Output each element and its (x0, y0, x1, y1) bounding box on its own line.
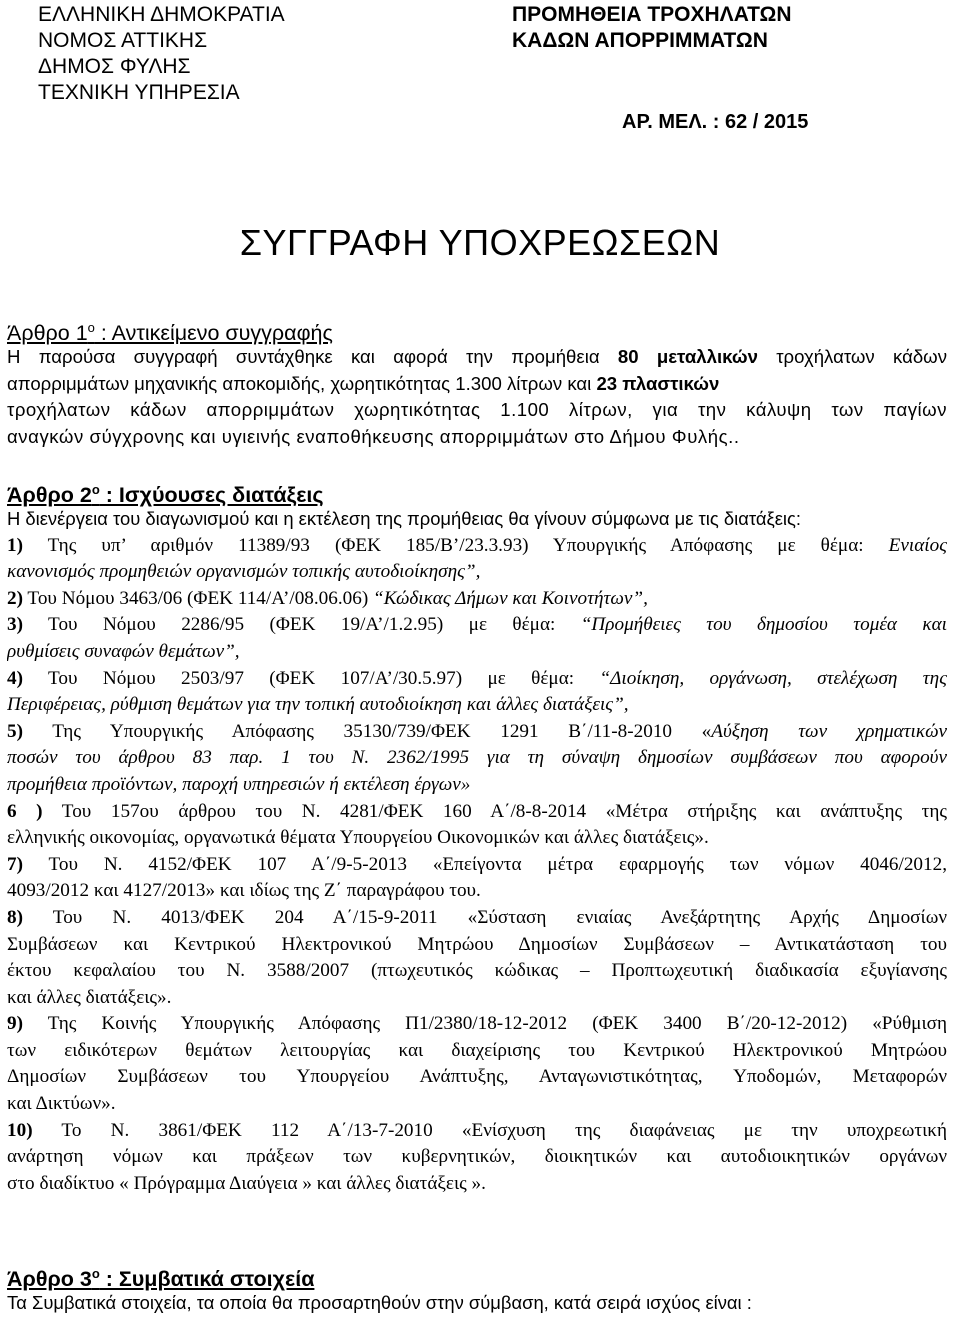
issuer-line: ΝΟΜΟΣ ΑΤΤΙΚΗΣ (38, 29, 208, 52)
list-item: 6 ) Του 157ου άρθρου του Ν. 4281/ΦΕΚ 160 Α΄/8-8-2014 «Μέτρα στήριξης και ανάπτυξης της (7, 800, 947, 822)
text-line: αναγκών σύγχρονης και υγιεινής εναποθήκευσης απορριμμάτων στο Δήμου Φυλής.. (7, 425, 740, 447)
list-item: 2) Του Νόμου 3463/06 (ΦΕΚ 114/Α’/08.06.06) “Κώδικας Δήμων και Κοινοτήτων”, (7, 587, 648, 609)
text-line: και άλλες διατάξεις». (7, 986, 172, 1008)
list-item: 5) Της Υπουργικής Απόφασης 35130/739/ΦΕΚ 1291 Β΄/11-8-2010 «Αύξηση των χρηματικών (7, 720, 947, 742)
issuer-line: ΕΛΛΗΝΙΚΗ ΔΗΜΟΚΡΑΤΙΑ (38, 3, 285, 26)
text-line: Δημοσίων Συμβάσεων του Υπουργείου Ανάπτυξης, Ανταγωνιστικότητας, Υποδομών, Μεταφορών (7, 1066, 947, 1088)
text-line: των ειδικότερων θεμάτων λειτουργίας και διαχείρισης του Κεντρικού Ηλεκτρονικού Μητρώου (7, 1039, 947, 1061)
text-line: ανάρτηση νόμων και πράξεων των κυβερνητικών, διοικητικών και αυτοδιοικητικών οργάνων (7, 1146, 947, 1168)
study-number: ΑΡ. ΜΕΛ. : 62 / 2015 (622, 111, 809, 133)
text-line: και Δικτύων». (7, 1093, 116, 1115)
text-line: ρυθμίσεις συναφών θεμάτων”, (7, 640, 240, 662)
issuer-block (38, 2, 285, 106)
article-3-heading: Άρθρο $3^o$ : Συμβατικά στοιχεία (7, 1266, 315, 1292)
text-line: Περιφέρειας, ρύθμιση θεμάτων για την τοπική αυτοδιοίκηση και άλλες διατάξεις”, (7, 694, 629, 716)
list-item: 3) Του Νόμου 2286/95 (ΦΕΚ 19/Α’/1.2.95) με θέμα: “Προμήθειες του δημοσίου τομέα και (7, 614, 947, 636)
list-item: 10) Το Ν. 3861/ΦΕΚ 112 Α΄/13-7-2010 «Ενίσχυση της διαφάνειας με την υποχρεωτική (7, 1119, 947, 1141)
text-line: έκτου κεφαλαίου του Ν. 3588/2007 (πτωχευτικός κώδικας – Προπτωχευτική διαδικασία εξυγίανσης (7, 960, 947, 982)
text-line: απορριμμάτων μηχανικής αποκομιδής, χωρητικότητας 1.300 λίτρων και 23 πλαστικών (7, 372, 720, 394)
list-item: 7) Του Ν. 4152/ΦΕΚ 107 Α΄/9-5-2013 «Επείγοντα μέτρα εφαρμογής των νόμων 4046/2012, (7, 853, 947, 875)
article-2-heading: Άρθρο $2^o$ : Ισχύουσες διατάξεις (7, 482, 324, 508)
text-line: στο διαδίκτυο « Πρόγραμμα Διαύγεια » και άλλες διατάξεις ». (7, 1172, 486, 1194)
project-line: ΚΑΔΩΝ ΑΠΟΡΡΙΜΜΑΤΩΝ (512, 29, 768, 52)
text-line: 4093/2012 και 4127/2013» και ιδίως της Ζ΄ παραγράφου του. (7, 880, 481, 902)
article-3 (7, 1258, 947, 1317)
text-line: Συμβάσεων και Κεντρικού Ηλεκτρονικού Μητρώου Δημοσίων Συμβάσεων – Αντικατάσταση του (7, 933, 947, 955)
text-line: κανονισμός προμηθειών οργανισμών τοπικής αυτοδιοίκησης”, (7, 561, 481, 583)
article-1 (7, 312, 947, 450)
text-line: Η διενέργεια του διαγωνισμού και η εκτέλεση της προμήθειας θα γίνουν σύμφωνα με τις διατάξεις: (7, 508, 801, 529)
text-line: προμήθεια προϊόντων, παροχή υπηρεσιών ή εκτέλεση έργων» (7, 773, 471, 795)
list-item: 4) Του Νόμου 2503/97 (ΦΕΚ 107/Α’/30.5.97) με θέμα: “Διοίκηση, οργάνωση, στελέχωση της (7, 667, 947, 689)
list-item: 9) Της Κοινής Υπουργικής Απόφασης Π1/2380/18-12-2012 (ΦΕΚ 3400 Β΄/20-12-2012) «Ρύθμιση (7, 1013, 947, 1035)
list-item: 8) Του Ν. 4013/ΦΕΚ 204 Α΄/15-9-2011 «Σύσταση ενιαίας Ανεξάρτητης Αρχής Δημοσίων (7, 906, 947, 928)
project-block (512, 2, 792, 54)
list-item: 1) Της υπ’ αριθμόν 11389/93 (ΦΕΚ 185/Β’/23.3.93) Υπουργικής Απόφασης με θέμα: Ενιαίος (7, 534, 947, 556)
issuer-line: ΤΕΧΝΙΚΗ ΥΠΗΡΕΣΙΑ (38, 81, 240, 104)
text-line: Τα Συμβατικά στοιχεία, τα οποία θα προσαρτηθούν στην σύμβαση, κατά σειρά ισχύος είναι : (7, 1292, 752, 1313)
article-2 (7, 474, 947, 1197)
issuer-line: ΔΗΜΟΣ ΦΥΛΗΣ (38, 55, 191, 78)
text-line: ελληνικής οικονομίας, οργανωτικά θέματα Υπουργείου Οικονομικών και άλλες διατάξεις». (7, 827, 709, 849)
project-line: ΠΡΟΜΗΘΕΙΑ ΤΡΟΧΗΛΑΤΩΝ (512, 3, 792, 26)
text-line: ποσών του άρθρου 83 παρ. 1 του Ν. 2362/1995 για τη σύναψη δημοσίων συμβάσεων που αφορούν (7, 747, 947, 769)
document-title: ΣΥΓΓΡΑΦΗ ΥΠΟΧΡΕΩΣΕΩΝ (239, 222, 721, 263)
text-line: τροχήλατων κάδων απορριμμάτων χωρητικότητας 1.100 λίτρων, για την κάλυψη των παγίων (7, 399, 947, 421)
text-line: Η παρούσα συγγραφή συντάχθηκε και αφορά την προμήθεια 80 μεταλλικών τροχήλατων κάδων (7, 346, 947, 367)
article-1-heading: Άρθρο $1^o$ : Αντικείμενο συγγραφής (7, 320, 333, 346)
